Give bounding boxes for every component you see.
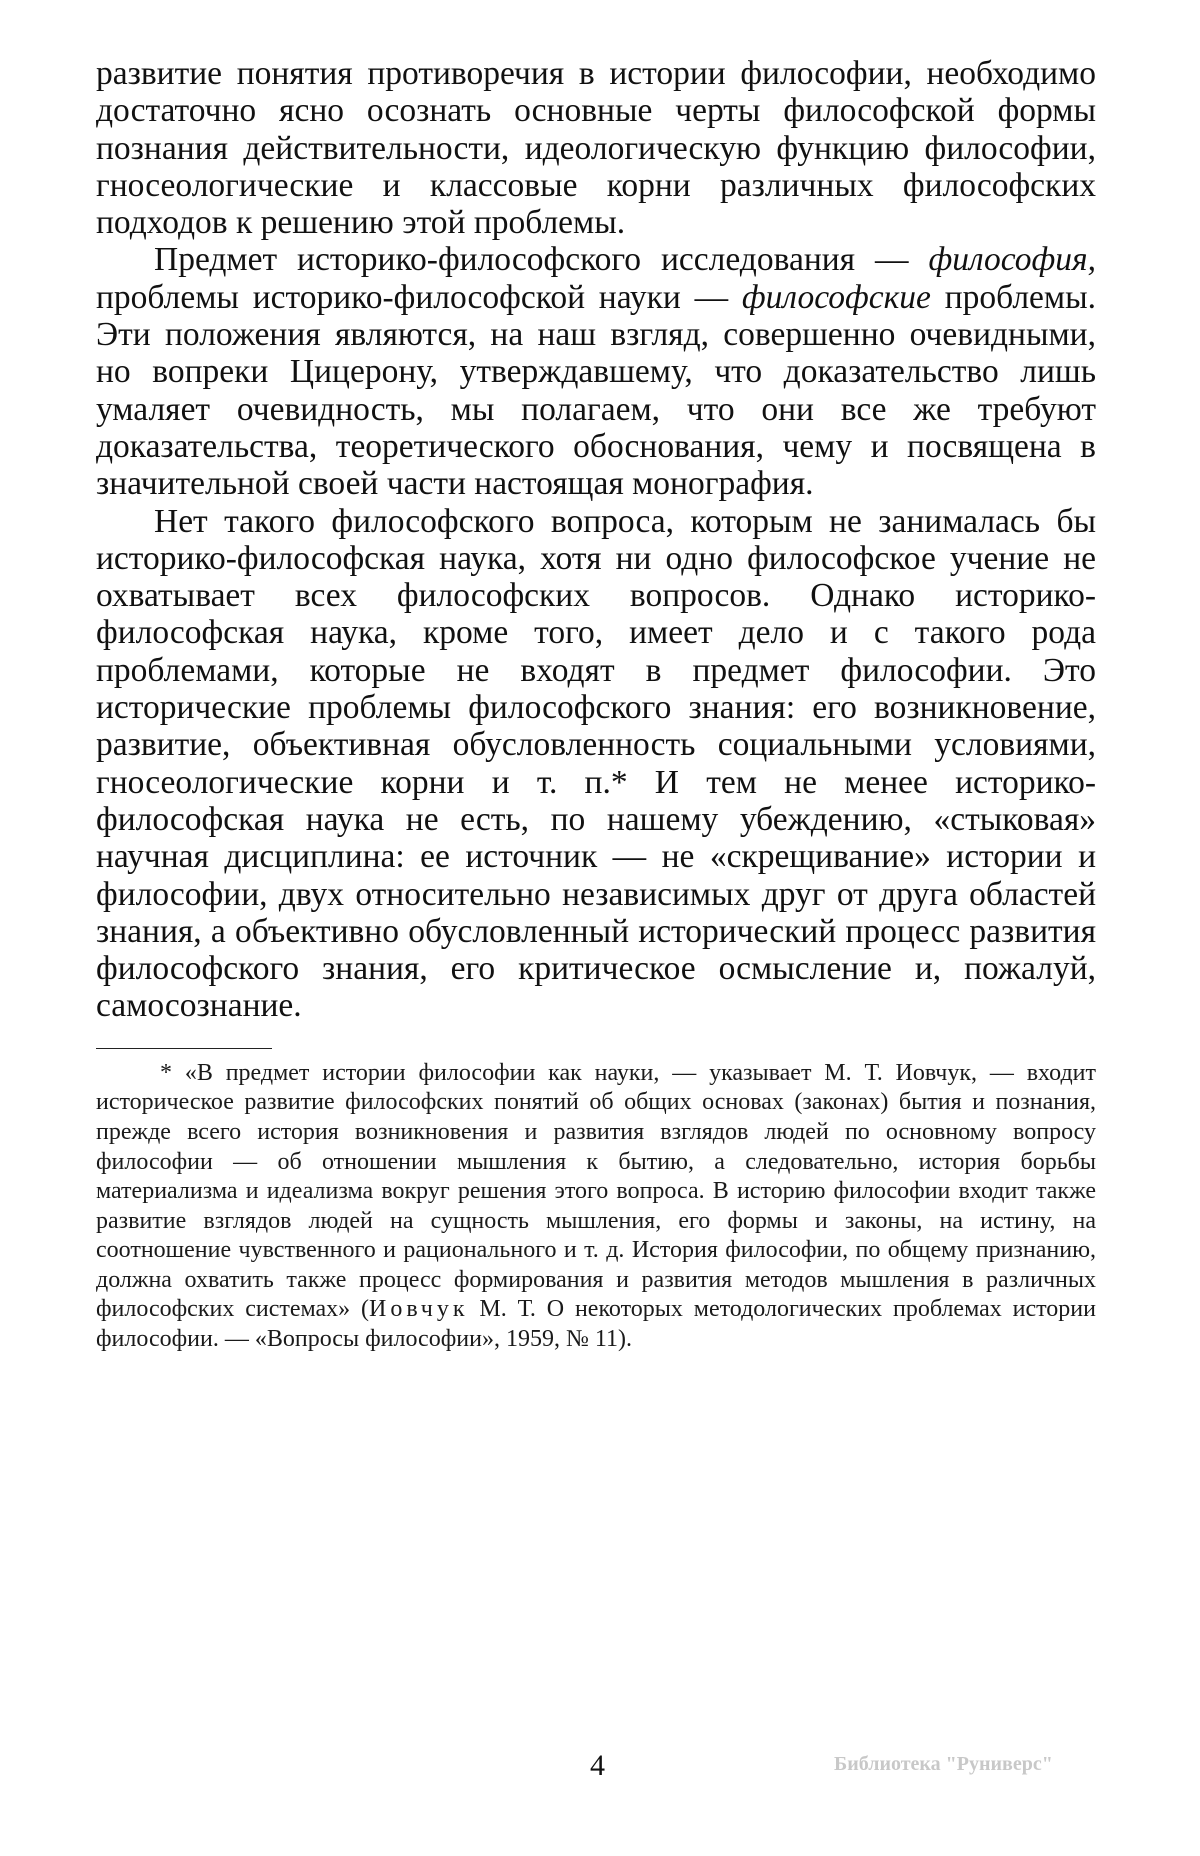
paragraph-2-emphasis-1: философия, — [928, 241, 1097, 279]
footnote — [96, 1059, 1096, 1355]
footnote-author: Иовчук — [369, 1296, 469, 1323]
footnote-text-1: * «В предмет истории философии как науки, — указывает М. Т. Иовчук, — входит историческое развитие философских понятий об общих основах (законах) бытия и познания, прежде всего история возникновения и развития взглядов людей по основному вопросу философии — об отношении мышления к бытию, а следовательно, история борьбы материализма и идеализма вокруг решения этого вопроса. В историю философии входит также развитие взглядов людей на сущность мышления, его формы и законы, на истину, на соотношение чувственного и рационального и т. д. История философии, по общему признанию, должна охватить также процесс формирования и развития методов мышления в различных философских системах» ( — [96, 1059, 1096, 1323]
paragraph-2 — [96, 241, 1096, 502]
paragraph-1: развитие понятия противоречия в истории философии, необходимо достаточно ясно осознать основные черты философской формы познания действительности, идеологическую функцию философии, гносеологические и классовые корни различных философских подходов к решению этой проблемы. — [96, 55, 1096, 242]
paragraph-2-text-c: проблемы. Эти положения являются, на наш взгляд, совершенно очевидными, но вопреки Цицерону, утверждавшему, что доказательство лишь умаляет очевидность, мы полагаем, что они все же требуют доказательства, теоретического обоснования, чему и посвящена в значительной своей части настоящая монография. — [96, 278, 1097, 503]
paragraph-2-text-b: проблемы историко-философской науки — — [96, 278, 729, 316]
page-number: 4 — [590, 1749, 605, 1782]
footnote-divider — [96, 1048, 272, 1049]
library-watermark: Библиотека "Руниверс" — [834, 1753, 1053, 1775]
footnote-text-2: М. Т. О некоторых методологических проблемах истории философии. — «Вопросы философии», 1959, № 11). — [96, 1296, 1096, 1353]
page-content — [96, 55, 1096, 1355]
main-text — [96, 55, 1096, 1025]
paragraph-2-text-a: Предмет историко-философского исследования — — [154, 241, 909, 279]
paragraph-3: Нет такого философского вопроса, которым не занималась бы историко-философская наука, хотя ни одно философское учение не охватывает всех философских вопросов. Однако историко-философская наука, кроме того, имеет дело и с такого рода проблемами, которые не входят в предмет философии. Это исторические проблемы философского знания: его возникновение, развитие, объективная обусловленность социальными условиями, гносеологические корни и т. п.* И тем не менее историко-философская наука не есть, по нашему убеждению, «стыковая» научная дисциплина: ее источник — не «скрещивание» истории и философии, двух относительно независимых друг от друга областей знания, а объективно обусловленный исторический процесс развития философского знания, его критическое осмысление и, пожалуй, самосознание. — [96, 502, 1096, 1025]
paragraph-2-emphasis-2: философские — [741, 278, 931, 316]
